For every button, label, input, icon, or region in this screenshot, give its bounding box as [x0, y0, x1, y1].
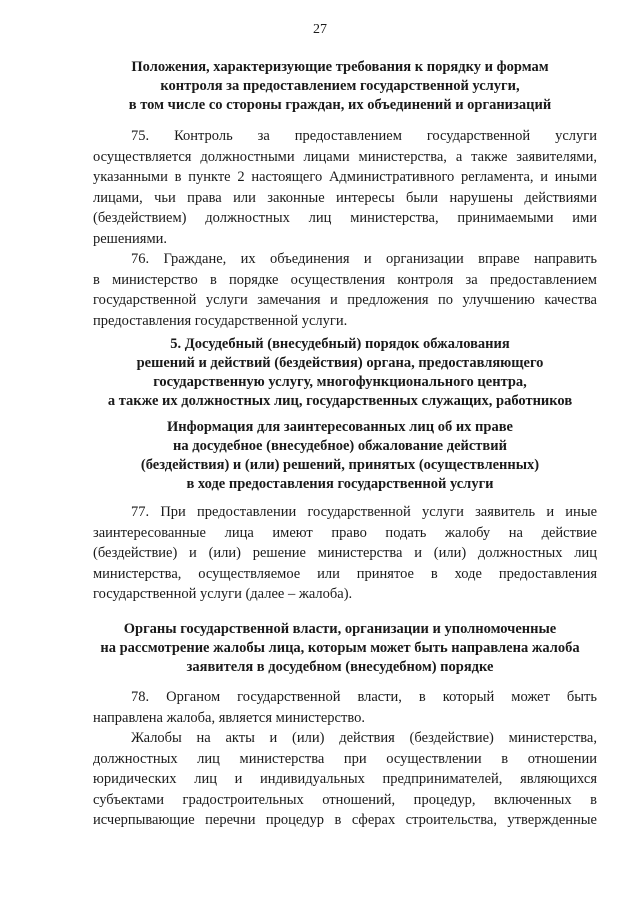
text-line: юридических лиц и индивидуальных предпринимателей, являющихся — [93, 771, 597, 787]
heading-line: в том числе со стороны граждан, их объединений и организаций — [128, 97, 552, 113]
text-line: (бездействие) и (или) решение министерства и (или) должностных лиц — [93, 545, 597, 561]
text-line: должностных лиц министерства при осуществлении в отношении — [93, 750, 597, 767]
text-line: в министерство в порядке осуществления контроля за предоставлением — [93, 271, 597, 288]
heading-line: (бездействия) и (или) решений, принятых (осуществленных) — [140, 457, 540, 473]
heading-line: государственную услугу, многофункционального центра, — [153, 374, 527, 390]
heading-line: Положения, характеризующие требования к порядку и формам — [131, 59, 549, 75]
text-line: 77. При предоставлении государственной услуги заявитель и иные — [131, 504, 597, 520]
text-line: министерства, осуществляемое или принятое в ходе предоставления — [93, 565, 597, 582]
paragraph-78-complaints — [93, 728, 597, 831]
heading-line: 5. Досудебный (внесудебный) порядок обжалования — [170, 336, 510, 352]
paragraph-76 — [93, 249, 597, 331]
text-line: осуществляется должностными лицами министерства, а также заявителями, — [93, 148, 597, 165]
text-line: предоставления государственной услуги. — [93, 312, 348, 329]
section-heading-info — [80, 418, 600, 494]
page-number: 27 — [313, 22, 327, 37]
text-line: государственной услуги замечания и предложения по улучшению качества — [93, 292, 597, 308]
text-line: (бездействием) должностных лиц министерства, принимаемыми ими — [93, 210, 597, 226]
section-heading-5 — [80, 335, 600, 411]
heading-line: на рассмотрение жалобы лица, которым может быть направлена жалоба — [100, 640, 580, 656]
text-line: 78. Органом государственной власти, в который может быть — [131, 689, 597, 705]
text-line: 75. Контроль за предоставлением государственной услуги — [131, 128, 597, 144]
text-line: Жалобы на акты и (или) действия (бездействие) министерства, — [131, 730, 597, 746]
heading-line: а также их должностных лиц, государственных служащих, работников — [107, 393, 573, 409]
text-line: 76. Граждане, их объединения и организации вправе направить — [131, 251, 597, 267]
text-line: направлена жалоба, является министерство. — [93, 709, 365, 726]
paragraph-75 — [93, 126, 597, 249]
text-line: исчерпывающие перечни процедур в сферах строительства, утвержденные — [93, 812, 597, 828]
heading-line: в ходе предоставления государственной услуги — [186, 476, 494, 492]
heading-line: контроля за предоставлением государственной услуги, — [160, 78, 520, 94]
section-heading-authorities — [80, 620, 600, 677]
text-line: государственной услуги (далее – жалоба). — [93, 586, 353, 602]
text-line: субъектами градостроительных отношений, процедур, включенных в — [93, 791, 597, 808]
heading-line: Информация для заинтересованных лиц об их праве — [167, 419, 513, 435]
paragraph-77 — [93, 502, 597, 605]
paragraph-78 — [93, 687, 597, 728]
section-heading-control — [80, 58, 600, 115]
text-line: указанными в пункте 2 настоящего Административного регламента, и иными — [93, 169, 597, 185]
text-line: заинтересованные лица имеют право подать жалобу на действие — [93, 524, 597, 541]
text-line: решениями. — [93, 230, 168, 247]
heading-line: Органы государственной власти, организации и уполномоченные — [123, 621, 557, 637]
heading-line: решений и действий (бездействия) органа, предоставляющего — [136, 355, 544, 371]
heading-line: на досудебное (внесудебное) обжалование действий — [173, 438, 507, 454]
heading-line: заявителя в досудебном (внесудебном) порядке — [186, 659, 494, 675]
text-line: лицами, чьи права или законные интересы были нарушены действиями — [93, 189, 597, 206]
